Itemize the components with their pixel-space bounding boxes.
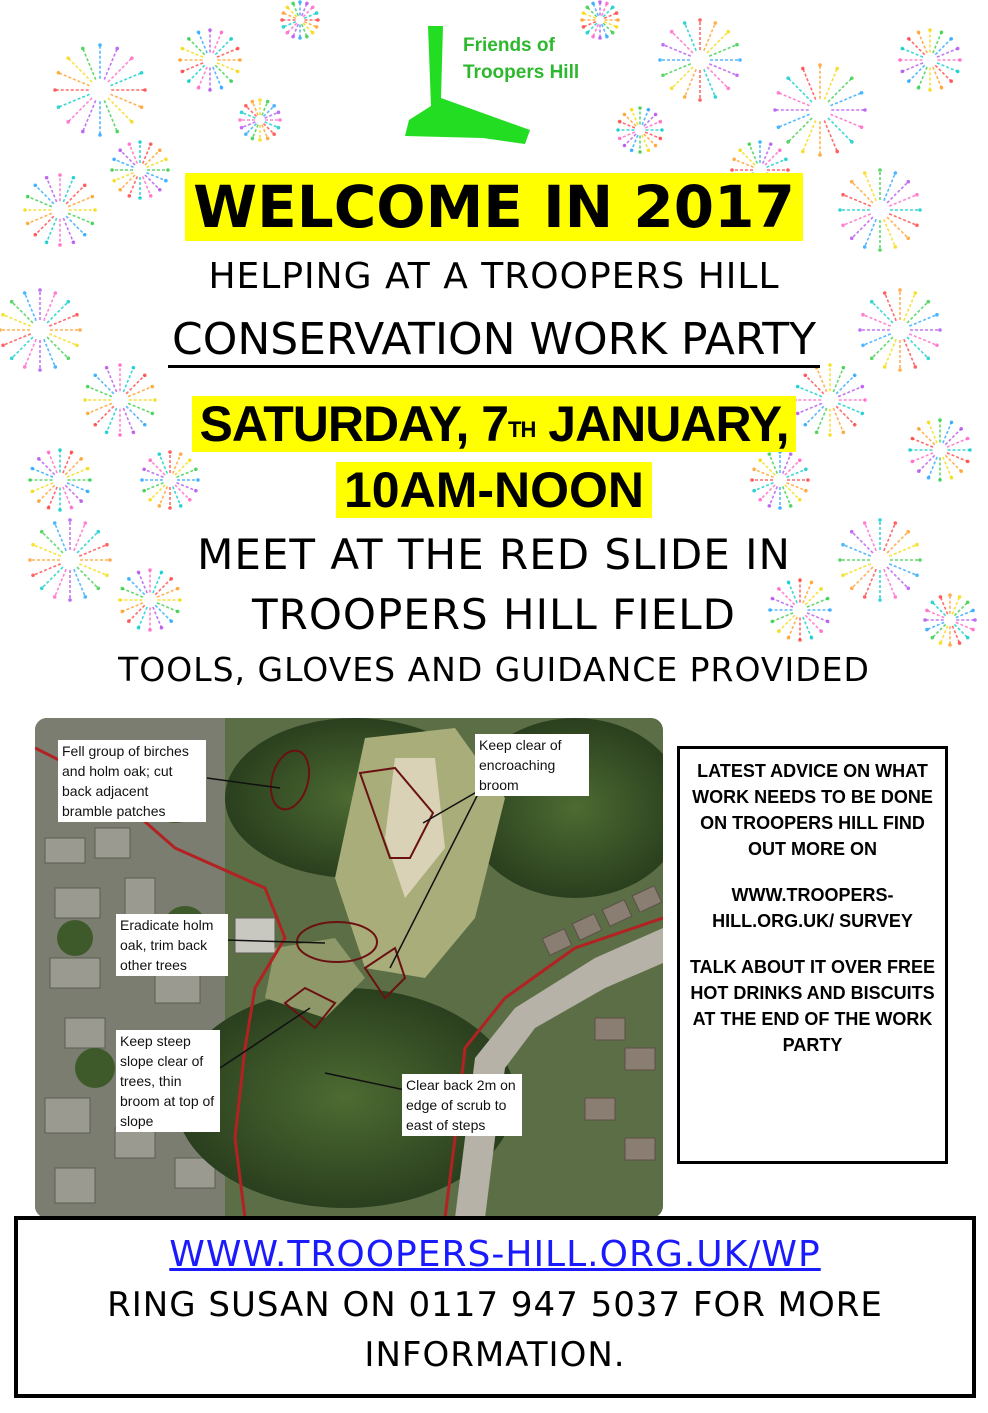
tools-provided: TOOLS, GLOVES AND GUIDANCE PROVIDED	[118, 650, 870, 689]
firework-burst	[773, 63, 867, 157]
date-prefix: SATURDAY, 7	[199, 396, 509, 452]
map-label-birches: Fell group of birches and holm oak; cut back adjacent bramble patches	[58, 740, 206, 822]
firework-burst	[280, 0, 320, 40]
firework-burst	[53, 43, 147, 137]
event-time-text: 10AM-NOON	[336, 462, 652, 518]
logo-line2: Troopers Hill	[463, 62, 580, 83]
event-time	[0, 460, 988, 520]
date-suffix: JANUARY,	[535, 396, 789, 452]
date-superscript: TH	[508, 417, 536, 442]
map-label-holm-oak: Eradicate holm oak, trim back other trees	[116, 914, 228, 976]
firework-burst	[898, 28, 962, 92]
advice-paragraph-2: WWW.TROOPERS-HILL.ORG.UK/ SURVEY	[712, 885, 913, 931]
event-date-text	[192, 396, 797, 452]
map-label-steep-slope: Keep steep slope clear of trees, thin broom at top of slope	[116, 1030, 220, 1132]
helping-heading: HELPING AT A TROOPERS HILL	[208, 256, 780, 297]
firework-burst	[658, 18, 742, 102]
advice-paragraph-1: LATEST ADVICE ON WHAT WORK NEEDS TO BE DONE ON TROOPERS HILL FIND OUT MORE ON	[692, 761, 933, 859]
aerial-map	[35, 718, 663, 1218]
conservation-heading	[0, 313, 988, 367]
logo-text	[463, 32, 579, 86]
map-label-broom: Keep clear of encroaching broom	[475, 734, 589, 796]
welcome-text: WELCOME IN 2017	[185, 173, 803, 241]
map-label-clear-back: Clear back 2m on edge of scrub to east of steps	[402, 1074, 522, 1136]
advice-box	[677, 746, 948, 1164]
meet-location-line2: TROOPERS HILL FIELD	[252, 590, 736, 639]
event-date	[0, 394, 988, 454]
contact-info: RING SUSAN ON 0117 947 5037 FOR MORE INFORMATION.	[107, 1285, 883, 1375]
welcome-heading	[0, 172, 988, 242]
footer-box	[14, 1216, 976, 1398]
firework-burst	[178, 28, 242, 92]
logo-line1: Friends of	[463, 35, 555, 56]
conservation-text: CONSERVATION WORK PARTY	[168, 314, 820, 368]
advice-paragraph-3: TALK ABOUT IT OVER FREE HOT DRINKS AND BISCUITS AT THE END OF THE WORK PARTY	[690, 957, 935, 1055]
website-link[interactable]: WWW.TROOPERS-HILL.ORG.UK/WP	[169, 1234, 821, 1275]
meet-location-line1: MEET AT THE RED SLIDE IN	[197, 530, 791, 579]
firework-burst	[238, 98, 282, 142]
